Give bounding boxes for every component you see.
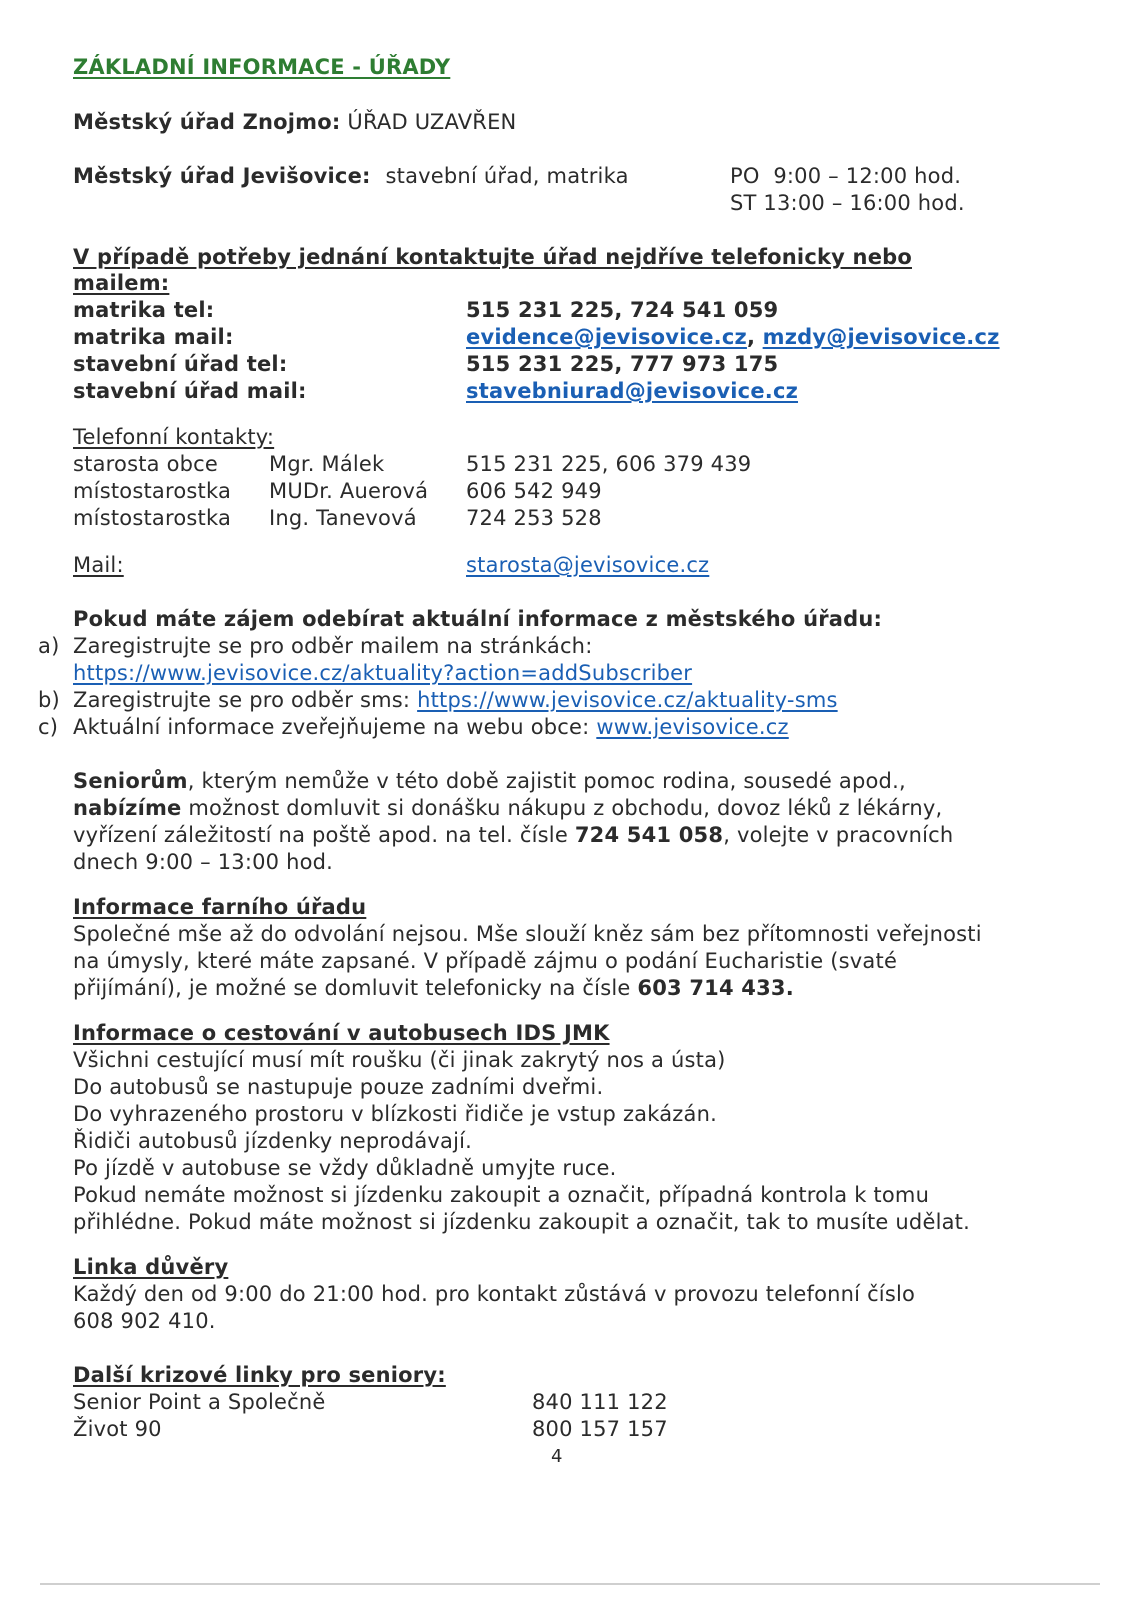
seniors-line1 — [73, 768, 906, 794]
seniors-text3b: , volejte v pracovních — [723, 823, 954, 847]
bus-line: Všichni cestující musí mít roušku (či jinak zakrytý nos a ústa) — [73, 1048, 726, 1072]
subscribe-b-text: Zaregistrujte se pro odběr sms: — [73, 688, 411, 712]
contact-phone: 724 253 528 — [466, 506, 602, 530]
znojmo-row — [73, 109, 516, 135]
bus-title: Informace o cestování v autobusech IDS JMK — [73, 1021, 610, 1045]
scan-edge-line — [40, 1583, 1100, 1585]
subscribe-a-text: Zaregistrujte se pro odběr mailem na stránkách: — [73, 634, 593, 658]
subscribe-b-row — [73, 687, 838, 713]
page-heading: ZÁKLADNÍ INFORMACE - ÚŘADY — [73, 55, 451, 79]
bus-line: Řidiči autobusů jízdenky neprodávají. — [73, 1129, 473, 1153]
parish-line1: Společné mše až do odvolání nejsou. Mše slouží kněz sám bez přítomnosti veřejnosti — [73, 922, 982, 946]
seniors-line4: dnech 9:00 – 13:00 hod. — [73, 850, 334, 874]
bus-line: přihlédne. Pokud máte možnost si jízdenku zakoupit a označit, tak to musíte udělat. — [73, 1210, 970, 1234]
seniors-text3: vyřízení záležitostí na poště apod. na tel. čísle — [73, 823, 575, 847]
office-hours-wed: ST 13:00 – 16:00 hod. — [730, 191, 965, 215]
phone-contacts-title: Telefonní kontakty: — [73, 425, 275, 449]
contact-notice-line1: V případě potřeby jednání kontaktujte úřad nejdříve telefonicky nebo — [73, 245, 912, 269]
matrika-mail-value — [466, 324, 1000, 350]
jevisovice-row — [73, 163, 629, 189]
offer-keyword: nabízíme — [73, 796, 182, 820]
stavebni-mail-label: stavební úřad mail: — [73, 379, 307, 403]
subscribe-sms-link[interactable]: https://www.jevisovice.cz/aktuality-sms — [417, 688, 838, 712]
jevisovice-label: Městský úřad Jevišovice: — [73, 164, 371, 188]
trust-line-phone: 608 902 410. — [73, 1309, 216, 1333]
office-hours-mon: PO 9:00 – 12:00 hod. — [730, 164, 962, 188]
email-separator: , — [746, 325, 756, 349]
crisis-title: Další krizové linky pro seniory: — [73, 1363, 446, 1387]
website-link[interactable]: www.jevisovice.cz — [596, 715, 789, 739]
jevisovice-value: stavební úřad, matrika — [385, 164, 629, 188]
contact-role: starosta obce — [73, 452, 219, 476]
parish-line2: na úmysly, které máte zapsané. V případě zájmu o podání Eucharistie (svaté — [73, 949, 898, 973]
znojmo-label: Městský úřad Znojmo: — [73, 110, 341, 134]
bus-line: Po jízdě v autobuse se vždy důkladně umyjte ruce. — [73, 1156, 617, 1180]
contact-name: Ing. Tanevová — [269, 506, 417, 530]
page-number: 4 — [551, 1446, 563, 1467]
matrika-tel-value: 515 231 225, 724 541 059 — [466, 298, 779, 322]
email-link-mzdy[interactable]: mzdy@jevisovice.cz — [762, 325, 1000, 349]
trust-line-title: Linka důvěry — [73, 1255, 229, 1279]
crisis-phone: 840 111 122 — [532, 1390, 668, 1414]
parish-line3 — [73, 975, 794, 1001]
subscribe-c-row — [73, 714, 789, 740]
seniors-keyword: Seniorům — [73, 769, 188, 793]
seniors-phone: 724 541 058 — [574, 823, 724, 847]
crisis-name: Život 90 — [73, 1417, 162, 1441]
email-link-evidence[interactable]: evidence@jevisovice.cz — [466, 325, 747, 349]
contact-name: Mgr. Málek — [269, 452, 385, 476]
seniors-line2 — [73, 795, 942, 821]
trust-line-text: Každý den od 9:00 do 21:00 hod. pro kontakt zůstává v provozu telefonní číslo — [73, 1282, 916, 1306]
crisis-name: Senior Point a Společně — [73, 1390, 326, 1414]
seniors-line3 — [73, 822, 953, 848]
parish-phone: 603 714 433. — [637, 976, 794, 1000]
bus-line: Do autobusů se nastupuje pouze zadními dveřmi. — [73, 1075, 604, 1099]
mail-label: Mail: — [73, 553, 124, 577]
bus-line: Do vyhrazeného prostoru v blízkosti řidiče je vstup zakázán. — [73, 1102, 717, 1126]
subscribe-title: Pokud máte zájem odebírat aktuální informace z městského úřadu: — [73, 607, 883, 631]
stavebni-tel-value: 515 231 225, 777 973 175 — [466, 352, 779, 376]
subscribe-c-text: Aktuální informace zveřejňujeme na webu obce: — [73, 715, 590, 739]
list-marker-a: a) — [38, 634, 60, 658]
contact-phone: 515 231 225, 606 379 439 — [466, 452, 752, 476]
parish-text3: přijímání), je možné se domluvit telefonicky na čísle — [73, 976, 638, 1000]
contact-role: místostarostka — [73, 506, 232, 530]
stavebni-tel-label: stavební úřad tel: — [73, 352, 288, 376]
seniors-text1: , kterým nemůže v této době zajistit pomoc rodina, sousedé apod., — [187, 769, 906, 793]
parish-title: Informace farního úřadu — [73, 895, 367, 919]
znojmo-value: ÚŘAD UZAVŘEN — [347, 110, 517, 134]
contact-name: MUDr. Auerová — [269, 479, 429, 503]
stavebni-mail-value — [466, 378, 798, 404]
email-link-stavebniurad[interactable]: stavebniurad@jevisovice.cz — [466, 379, 799, 403]
bus-line: Pokud nemáte možnost si jízdenku zakoupit a označit, případná kontrola k tomu — [73, 1183, 930, 1207]
subscribe-email-link[interactable]: https://www.jevisovice.cz/aktuality?action=addSubscriber — [73, 661, 693, 685]
list-marker-c: c) — [38, 715, 59, 739]
matrika-tel-label: matrika tel: — [73, 298, 215, 322]
email-link-starosta[interactable]: starosta@jevisovice.cz — [466, 553, 710, 577]
list-marker-b: b) — [38, 688, 60, 712]
contact-role: místostarostka — [73, 479, 232, 503]
contact-notice-line2: mailem: — [73, 271, 170, 295]
contact-phone: 606 542 949 — [466, 479, 602, 503]
seniors-text2: možnost domluvit si donášku nákupu z obchodu, dovoz léků z lékárny, — [181, 796, 943, 820]
matrika-mail-label: matrika mail: — [73, 325, 234, 349]
crisis-phone: 800 157 157 — [532, 1417, 668, 1441]
